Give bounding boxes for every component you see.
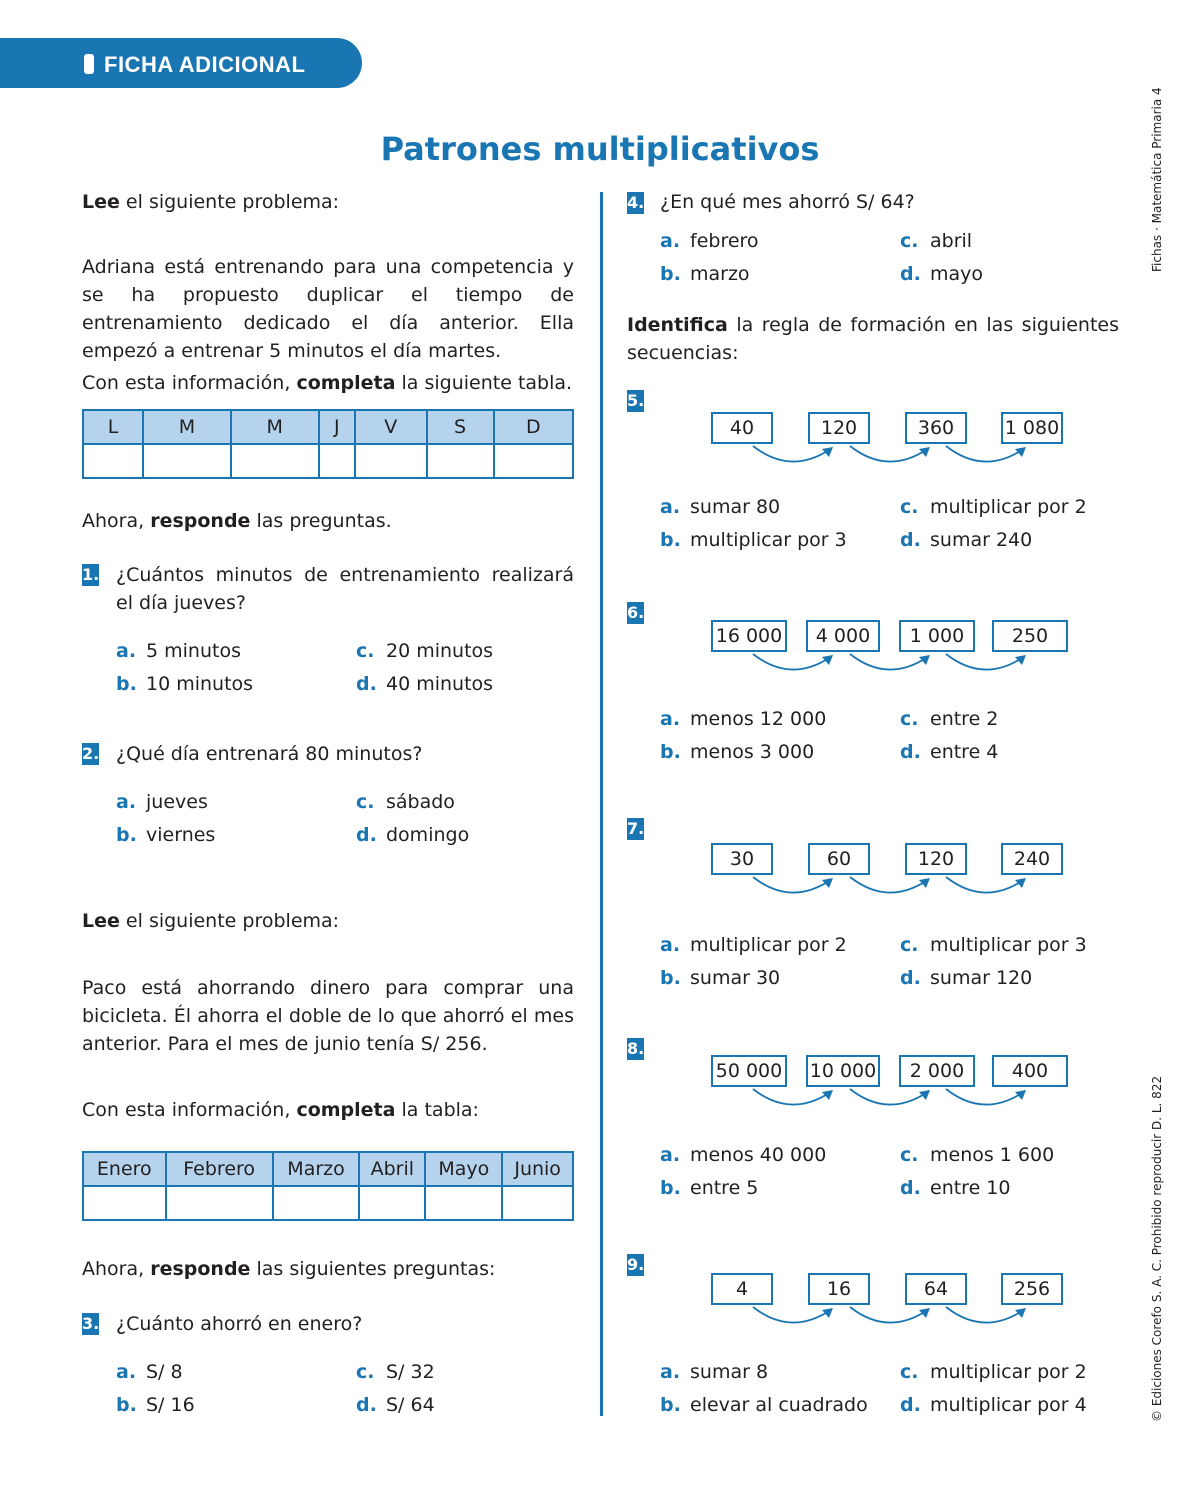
- sidebar-series-text: Fichas · Matemática Primaria 4: [1150, 87, 1164, 272]
- option-9d[interactable]: d. multiplicar por 4: [900, 1394, 1087, 1416]
- option-2b[interactable]: b. viernes: [116, 824, 216, 846]
- table-header-cell: Junio: [502, 1152, 573, 1186]
- option-7b[interactable]: b. sumar 30: [660, 967, 781, 989]
- instruction-bold-1: completa: [296, 372, 396, 394]
- instruction-b-1: la siguiente tabla.: [395, 372, 573, 394]
- intro-bold-1: Lee: [82, 191, 120, 213]
- sequence-box: 240: [1001, 843, 1063, 875]
- option-6d[interactable]: d. entre 4: [900, 741, 999, 763]
- sequence-box: 120: [808, 412, 870, 444]
- question-number-2: 2.: [82, 744, 100, 763]
- option-4a[interactable]: a. febrero: [660, 230, 759, 252]
- option-7c[interactable]: c. multiplicar por 3: [900, 934, 1087, 956]
- question-number-9: 9.: [627, 1255, 645, 1274]
- option-3c[interactable]: c. S/ 32: [356, 1361, 435, 1383]
- sequence-box: 256: [1001, 1273, 1063, 1305]
- question-text-2: ¿Qué día entrenará 80 minutos?: [116, 743, 423, 765]
- now-bold-2: responde: [150, 1258, 251, 1280]
- option-3b[interactable]: b. S/ 16: [116, 1394, 195, 1416]
- option-4d[interactable]: d. mayo: [900, 263, 984, 285]
- sequence-box: 60: [808, 843, 870, 875]
- header-label: FICHA ADICIONAL: [104, 52, 306, 77]
- option-3d[interactable]: d. S/ 64: [356, 1394, 435, 1416]
- sequence-box: 50 000: [711, 1055, 787, 1087]
- option-6c[interactable]: c. entre 2: [900, 708, 999, 730]
- option-1c[interactable]: c. 20 minutos: [356, 640, 494, 662]
- instruction-a-1: Con esta información,: [82, 372, 297, 394]
- sequence-box: 16 000: [711, 620, 787, 652]
- sidebar-copyright-text: © Ediciones Corefo S. A. C. Prohibido reproducir D. L. 822: [1150, 1075, 1164, 1422]
- instruction-b-2: la tabla:: [395, 1099, 479, 1121]
- table-header-cell: Enero: [83, 1152, 166, 1186]
- table-header-cell: M: [143, 410, 231, 444]
- sequence-box: 4 000: [806, 620, 880, 652]
- question-number-4: 4.: [627, 193, 645, 212]
- table-header-cell: V: [355, 410, 427, 444]
- table-header-cell: M: [231, 410, 319, 444]
- problem-text-1: Adriana está entrenando para una competencia y se ha propuesto duplicar el tiempo de entrenamiento dedicado el día anterior. Ella empezó a entrenar 5 minutos el día martes.: [82, 256, 574, 362]
- now-bold-1: responde: [150, 510, 251, 532]
- intro-rest-1: el siguiente problema:: [119, 191, 340, 213]
- option-6a[interactable]: a. menos 12 000: [660, 708, 827, 730]
- option-5c[interactable]: c. multiplicar por 2: [900, 496, 1087, 518]
- question-number-8: 8.: [627, 1039, 645, 1058]
- sequence-box: 16: [808, 1273, 870, 1305]
- sequence-box: 40: [711, 412, 773, 444]
- question-number-6: 6.: [627, 603, 645, 622]
- option-6b[interactable]: b. menos 3 000: [660, 741, 815, 763]
- identify-rest: la regla de formación en las siguientes secuencias:: [627, 314, 1119, 364]
- option-8c[interactable]: c. menos 1 600: [900, 1144, 1055, 1166]
- table-header-cell: Febrero: [166, 1152, 273, 1186]
- table-header-cell: D: [494, 410, 573, 444]
- option-5a[interactable]: a. sumar 80: [660, 496, 781, 518]
- option-4c[interactable]: c. abril: [900, 230, 973, 252]
- instruction-bold-2: completa: [296, 1099, 396, 1121]
- sequence-box: 30: [711, 843, 773, 875]
- question-number-7: 7.: [627, 819, 645, 838]
- instruction-a-2: Con esta información,: [82, 1099, 297, 1121]
- option-7a[interactable]: a. multiplicar por 2: [660, 934, 847, 956]
- sequence-box: 10 000: [806, 1055, 880, 1087]
- now-b-1: las preguntas.: [250, 510, 392, 532]
- sequence-box: 1 000: [899, 620, 975, 652]
- option-4b[interactable]: b. marzo: [660, 263, 750, 285]
- option-1d[interactable]: d. 40 minutos: [356, 673, 494, 695]
- option-9c[interactable]: c. multiplicar por 2: [900, 1361, 1087, 1383]
- question-text-1: ¿Cuántos minutos de entrenamiento realizará el día jueves?: [116, 564, 574, 614]
- intro-rest-2: el siguiente problema:: [119, 910, 340, 932]
- question-number-1: 1.: [82, 565, 100, 584]
- intro-bold-2: Lee: [82, 910, 120, 932]
- option-8d[interactable]: d. entre 10: [900, 1177, 1011, 1199]
- problem-text-2: Paco está ahorrando dinero para comprar una bicicleta. Él ahorra el doble de lo que ahorró el mes anterior. Para el mes de junio tenía S/ 256.: [82, 977, 574, 1055]
- table-header-cell: Marzo: [273, 1152, 359, 1186]
- page-title: Patrones multiplicativos: [380, 130, 820, 168]
- table-header-cell: S: [427, 410, 494, 444]
- sequence-box: 360: [905, 412, 967, 444]
- table-header-cell: L: [83, 410, 143, 444]
- sequence-box: 64: [905, 1273, 967, 1305]
- question-number-3: 3.: [82, 1314, 100, 1333]
- question-text-4: ¿En qué mes ahorró S/ 64?: [660, 191, 915, 213]
- question-text-3: ¿Cuánto ahorró en enero?: [116, 1313, 363, 1335]
- identify-bold: Identifica: [627, 314, 728, 336]
- option-2d[interactable]: d. domingo: [356, 824, 470, 846]
- option-7d[interactable]: d. sumar 120: [900, 967, 1033, 989]
- option-9a[interactable]: a. sumar 8: [660, 1361, 769, 1383]
- sequence-box: 120: [905, 843, 967, 875]
- now-a-2: Ahora,: [82, 1258, 151, 1280]
- now-b-2: las siguientes preguntas:: [250, 1258, 496, 1280]
- option-5b[interactable]: b. multiplicar por 3: [660, 529, 847, 551]
- table-header-cell: J: [319, 410, 355, 444]
- sequence-box: 400: [992, 1055, 1068, 1087]
- option-9b[interactable]: b. elevar al cuadrado: [660, 1394, 868, 1416]
- option-2c[interactable]: c. sábado: [356, 791, 455, 813]
- option-1a[interactable]: a. 5 minutos: [116, 640, 241, 662]
- sequence-box: 4: [711, 1273, 773, 1305]
- table-header-cell: Abril: [359, 1152, 425, 1186]
- option-5d[interactable]: d. sumar 240: [900, 529, 1033, 551]
- question-number-5: 5.: [627, 391, 645, 410]
- now-a-1: Ahora,: [82, 510, 151, 532]
- sequence-box: 1 080: [1001, 412, 1063, 444]
- option-1b[interactable]: b. 10 minutos: [116, 673, 254, 695]
- option-8a[interactable]: a. menos 40 000: [660, 1144, 827, 1166]
- sequence-box: 2 000: [899, 1055, 975, 1087]
- table-header-cell: Mayo: [425, 1152, 502, 1186]
- option-3a[interactable]: a. S/ 8: [116, 1361, 183, 1383]
- sequence-box: 250: [992, 620, 1068, 652]
- option-2a[interactable]: a. jueves: [116, 791, 208, 813]
- option-8b[interactable]: b. entre 5: [660, 1177, 759, 1199]
